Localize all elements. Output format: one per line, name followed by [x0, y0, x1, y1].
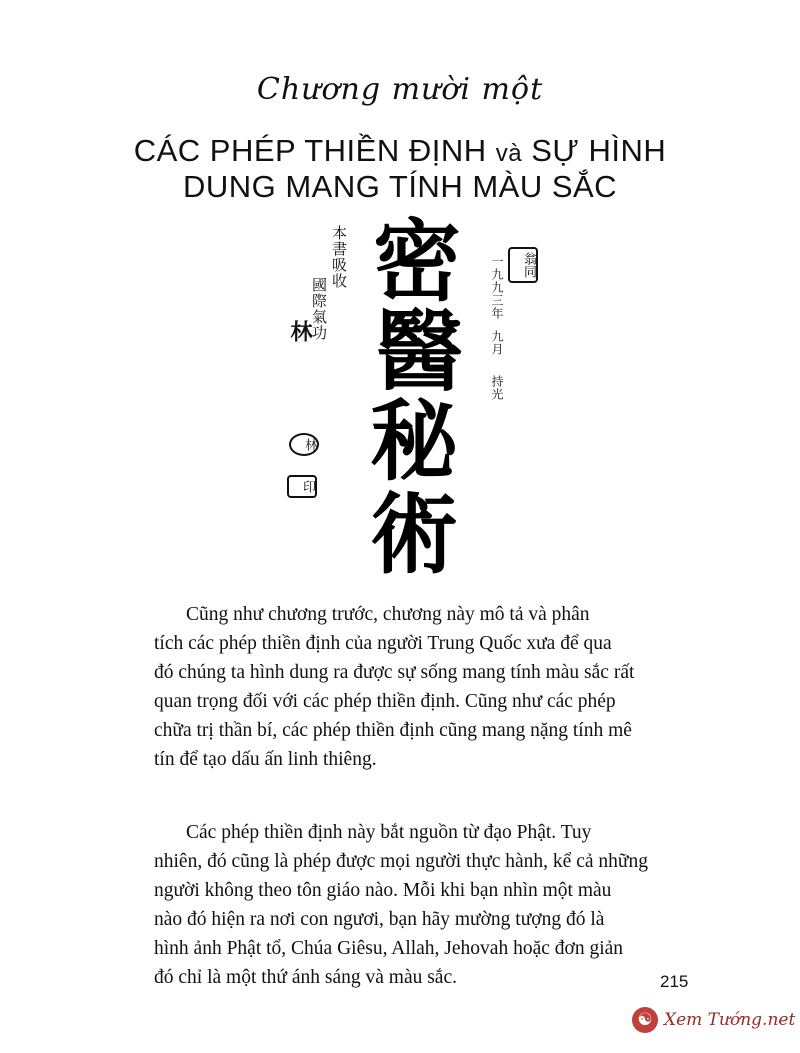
watermark-text: Xem Tướng.net	[664, 1010, 796, 1030]
seal-stamp: 印	[287, 475, 317, 498]
calligraphy-char: 秘	[370, 389, 459, 493]
body-paragraph	[154, 818, 694, 992]
calligraphy-date: 九月	[490, 330, 504, 356]
seal-stamp: 林	[289, 433, 319, 456]
calligraphy-note: 持光	[490, 375, 504, 401]
text-line: quan trọng đối với các phép thiền định. Cũng như các phép	[154, 691, 616, 712]
calligraphy-char: 術	[370, 482, 459, 586]
title-suffix: SỰ HÌNH	[531, 133, 667, 168]
title-connector: và	[495, 140, 523, 167]
calligraphy-inscription: 本書吸收	[330, 225, 348, 289]
text-line: tích các phép thiền định của người Trung Quốc xưa để qua	[154, 633, 612, 654]
text-line: tín để tạo dấu ấn linh thiêng.	[154, 749, 377, 770]
yin-yang-icon: ☯	[632, 1007, 658, 1033]
body-paragraph	[154, 600, 694, 774]
page-number: 215	[660, 972, 689, 991]
calligraphy-signature: 林	[287, 320, 313, 343]
calligraphy-char: 密	[373, 209, 462, 313]
chapter-title-line-2: DUNG MANG TÍNH MÀU SẮC	[182, 169, 618, 204]
text-line: chữa trị thần bí, các phép thiền định cũng mang nặng tính mê	[154, 720, 632, 741]
site-watermark	[632, 1003, 797, 1037]
text-line: nào đó hiện ra nơi con ngươi, bạn hãy mường tượng đó là	[154, 909, 605, 930]
title-prefix: CÁC PHÉP THIỀN ĐỊNH	[133, 133, 487, 168]
text-line: nhiên, đó cũng là phép được mọi người thực hành, kể cả những	[154, 851, 648, 872]
calligraphy-inscription: 國際氣功	[310, 277, 328, 341]
text-line: Cũng như chương trước, chương này mô tả và phân	[186, 604, 590, 625]
calligraphy-artwork	[275, 205, 545, 590]
text-line: Các phép thiền định này bắt nguồn từ đạo Phật. Tuy	[186, 822, 592, 843]
chapter-title-line-1	[0, 133, 800, 169]
calligraphy-char: 醫	[375, 299, 464, 403]
text-line: người không theo tôn giáo nào. Mỗi khi bạn nhìn một màu	[154, 880, 612, 901]
text-line: hình ảnh Phật tổ, Chúa Giêsu, Allah, Jehovah hoặc đơn giản	[154, 938, 624, 959]
chapter-label: Chương mười một	[256, 72, 544, 107]
text-line: đó chỉ là một thứ ánh sáng và màu sắc.	[154, 967, 457, 988]
text-line: đó chúng ta hình dung ra được sự sống mang tính màu sắc rất	[154, 662, 635, 683]
calligraphy-date: 一九九三年	[490, 255, 504, 320]
seal-stamp: 翁同	[508, 247, 538, 283]
